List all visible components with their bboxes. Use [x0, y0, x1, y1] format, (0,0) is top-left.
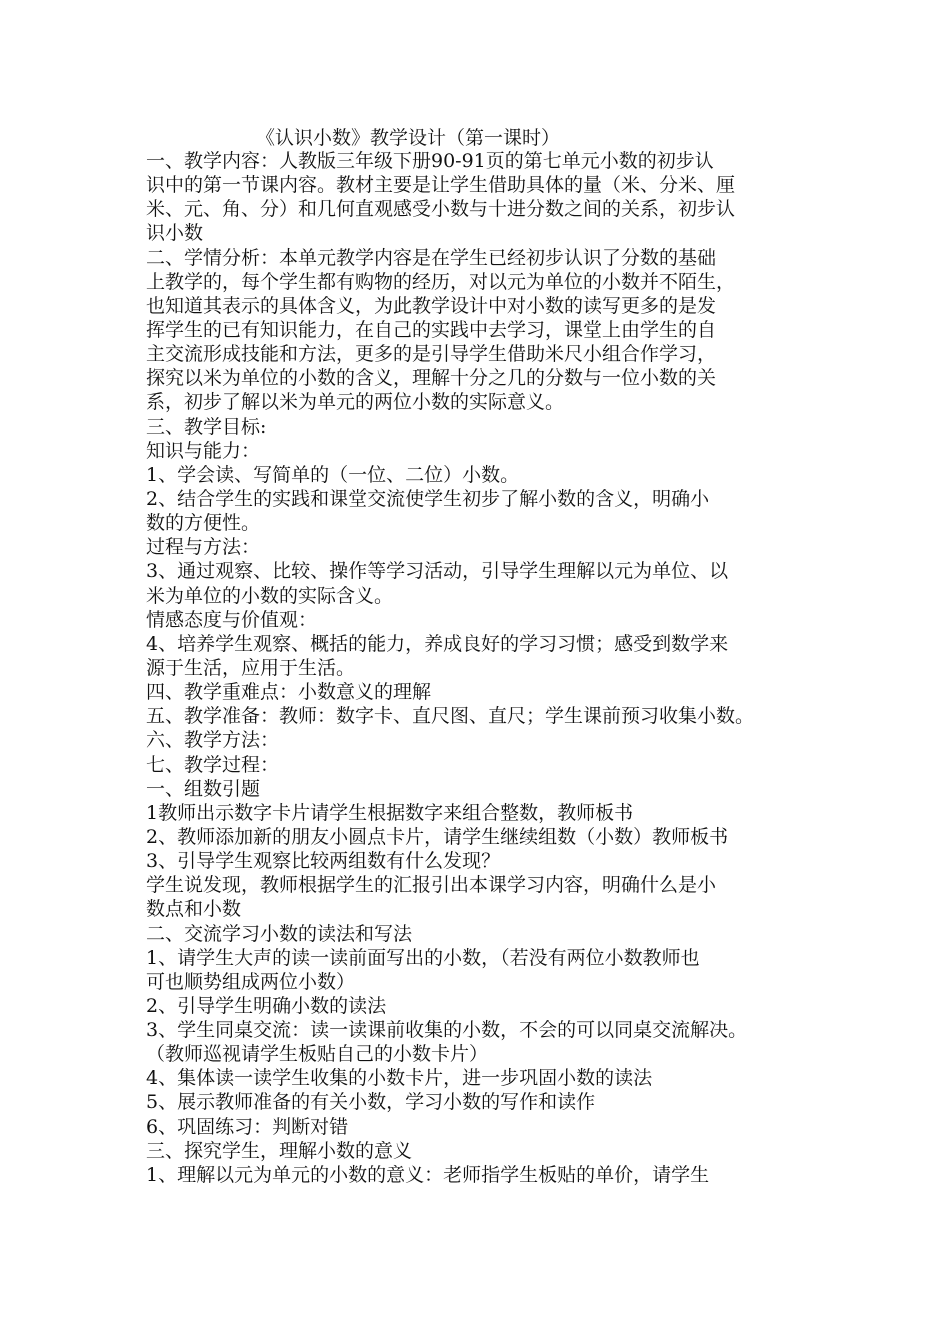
text-line: 一、教学内容：人教版三年级下册90-91页的第七单元小数的初步认	[146, 150, 714, 172]
text-line: 识中的第一节课内容。教材主要是让学生借助具体的量（米、分米、厘	[146, 174, 736, 197]
subheading: 知识与能力：	[146, 439, 261, 462]
text-line: 学生说发现，教师根据学生的汇报引出本课学习内容，明确什么是小	[146, 874, 717, 897]
section-heading: 七、教学过程：	[146, 753, 280, 776]
text-line: 3、通过观察、比较、操作等学习活动，引导学生理解以元为单位、以	[146, 560, 729, 583]
section-heading: 三、教学目标:	[146, 415, 267, 438]
text-line: 6、巩固练习：判断对错	[146, 1115, 349, 1138]
text-line: 1、请学生大声的读一读前面写出的小数，（若没有两位小数教师也	[146, 946, 700, 969]
subheading: 情感态度与价值观：	[146, 608, 318, 631]
document-title: 《认识小数》教学设计（第一课时）	[256, 127, 561, 149]
text-line: 可也顺势组成两位小数）	[146, 970, 356, 993]
text-line: 挥学生的已有知识能力，在自己的实践中去学习，课堂上由学生的自	[146, 318, 717, 341]
text-line: 识小数	[146, 222, 204, 245]
section-heading: 四、教学重难点：小数意义的理解	[146, 681, 432, 704]
subheading: 过程与方法：	[146, 536, 261, 559]
text-line: 2、引导学生明确小数的读法	[146, 994, 387, 1017]
section-heading: 五、教学准备：教师：数字卡、直尺图、直尺；学生课前预习收集小数。	[146, 705, 755, 728]
text-line: 系，初步了解以米为单元的两位小数的实际意义。	[146, 391, 565, 414]
section-heading: 六、教学方法：	[146, 729, 280, 752]
text-line: 数的方便性。	[146, 512, 261, 535]
text-line: 4、集体读一读学生收集的小数卡片，进一步巩固小数的读法	[146, 1067, 653, 1090]
text-line: 1、学会读、写简单的（一位、二位）小数。	[146, 463, 520, 486]
text-line: 3、引导学生观察比较两组数有什么发现？	[146, 850, 501, 873]
text-line: 4、培养学生观察、概括的能力，养成良好的学习习惯；感受到数学来	[146, 632, 729, 655]
subheading: 二、交流学习小数的读法和写法	[146, 922, 413, 945]
text-line: 探究以米为单位的小数的含义，理解十分之几的分数与一位小数的关	[146, 367, 717, 390]
text-line: 5、展示教师准备的有关小数，学习小数的写作和读作	[146, 1091, 596, 1114]
text-line: 米为单位的小数的实际含义。	[146, 584, 394, 607]
text-line: （教师巡视请学生板贴自己的小数卡片）	[146, 1043, 489, 1066]
text-line: 源于生活，应用于生活。	[146, 656, 356, 679]
text-line: 2、结合学生的实践和课堂交流使学生初步了解小数的含义，明确小	[146, 487, 710, 510]
text-line: 数点和小数	[146, 898, 242, 921]
text-line: 二、学情分析：本单元教学内容是在学生已经初步认识了分数的基础	[146, 246, 717, 269]
text-line: 也知道其表示的具体含义，为此教学设计中对小数的读写更多的是发	[146, 294, 717, 317]
text-line: 3、学生同桌交流：读一读课前收集的小数，不会的可以同桌交流解决。	[146, 1019, 748, 1042]
subheading: 一、组数引题	[146, 777, 261, 800]
text-line: 米、元、角、分）和几何直观感受小数与十进分数之间的关系，初步认	[146, 198, 736, 221]
text-line: 2、教师添加新的朋友小圆点卡片，请学生继续组数（小数）教师板书	[146, 825, 729, 848]
text-line: 1、理解以元为单元的小数的意义：老师指学生板贴的单价，请学生	[146, 1163, 710, 1186]
text-line: 主交流形成技能和方法，更多的是引导学生借助米尺小组合作学习，	[146, 343, 717, 366]
document-body	[146, 149, 826, 1187]
text-line: 1教师出示数字卡片请学生根据数字来组合整数，教师板书	[146, 801, 634, 824]
subheading: 三、探究学生，理解小数的意义	[146, 1139, 413, 1162]
text-line: 上教学的，每个学生都有购物的经历，对以元为单位的小数并不陌生，	[146, 270, 736, 293]
